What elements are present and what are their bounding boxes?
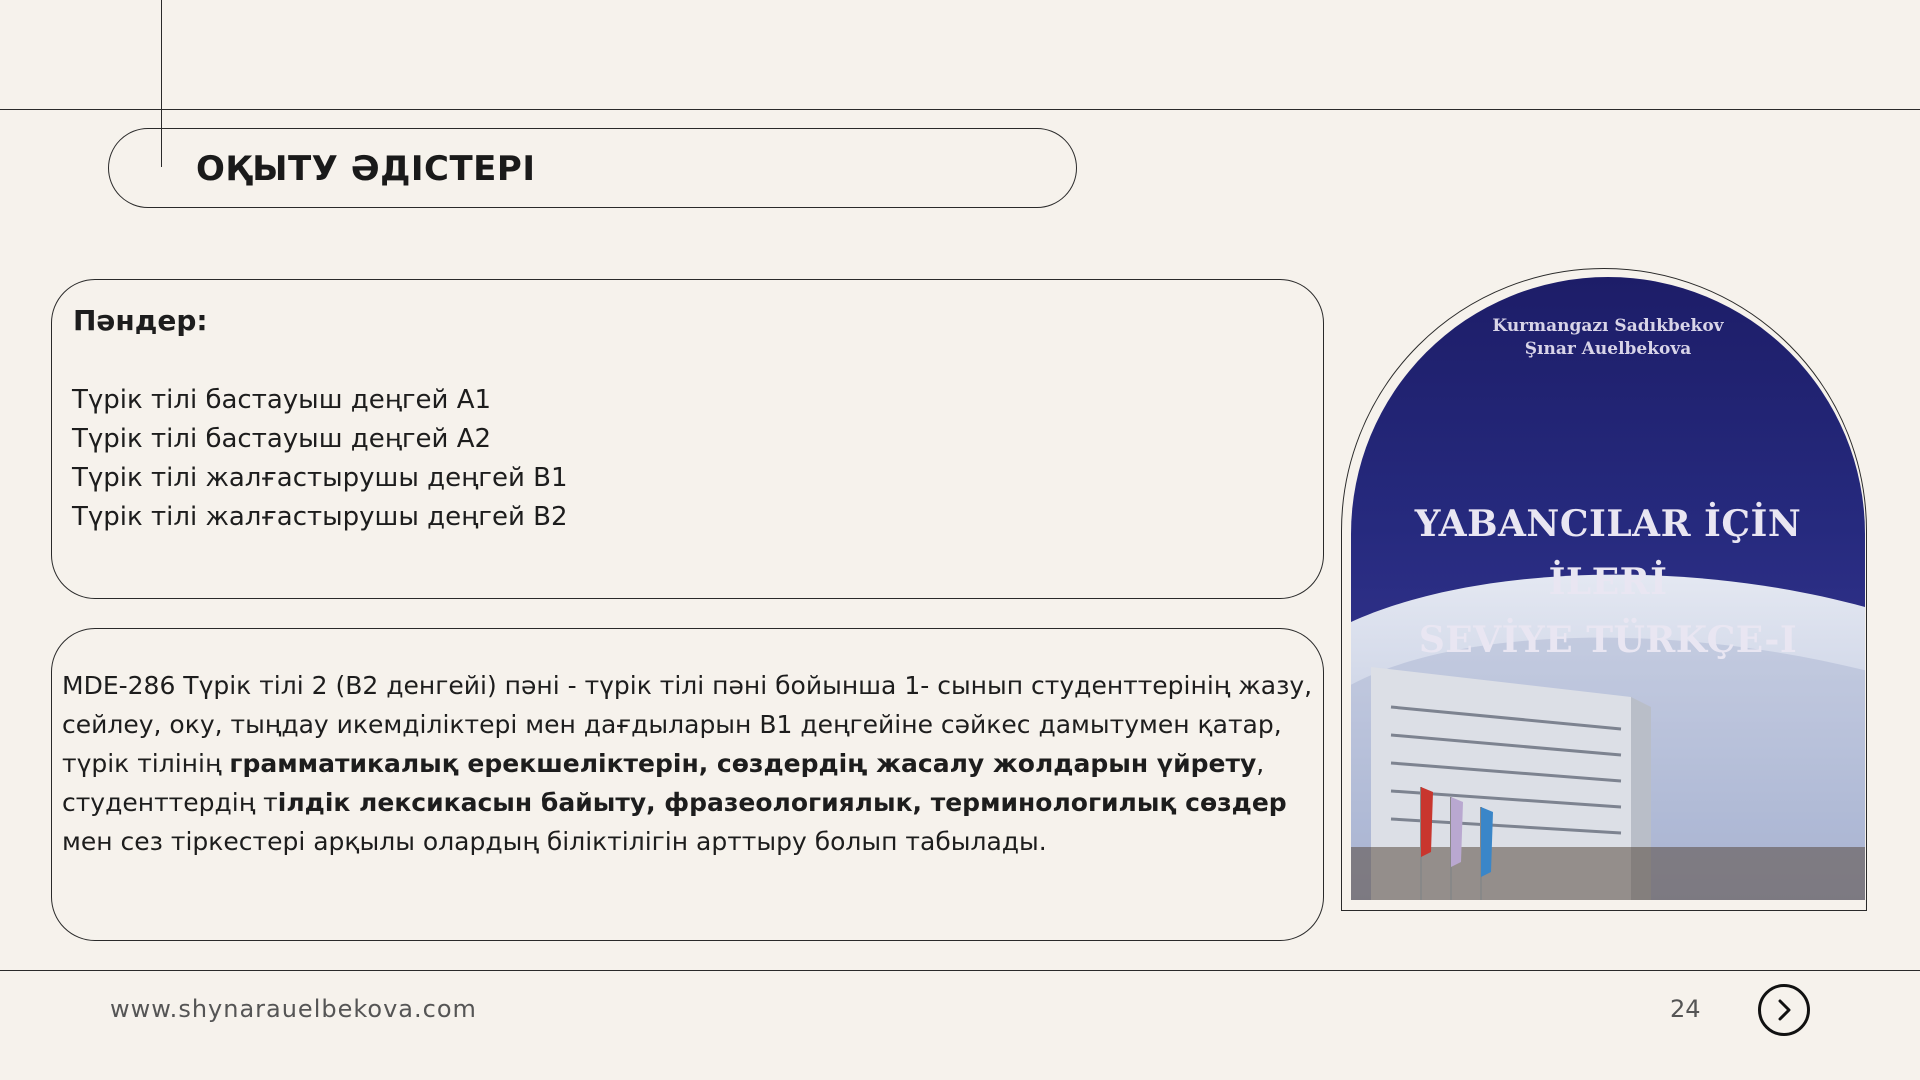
cover-authors — [1351, 315, 1865, 361]
description-bold: ілдік лексикасын байыту, фразеологиялык, терминологилық сөздер — [277, 788, 1287, 817]
cover-author: Kurmangazı Sadıkbekov — [1492, 316, 1724, 336]
description-text: , студенттердің т — [62, 749, 1265, 817]
description-bold: грамматикалық ерекшеліктерін, сөздердің жасалу жолдарын үйрету — [229, 749, 1257, 778]
list-item: Түрік тілі бастауыш деңгей А1 — [72, 385, 492, 415]
list-item: Түрік тілі жалғастырушы деңгей В2 — [72, 502, 568, 532]
cover-title-line: SEVİYE TÜRKÇE-I — [1418, 619, 1798, 661]
book-cover-image — [1351, 277, 1865, 900]
header-divider — [0, 109, 1920, 110]
next-slide-button[interactable] — [1758, 984, 1810, 1036]
page-title: ОҚЫТУ ӘДІСТЕРІ — [196, 149, 536, 189]
cover-author: Şınar Auelbekova — [1524, 339, 1692, 359]
list-item: Түрік тілі бастауыш деңгей А2 — [72, 424, 492, 454]
cover-title — [1351, 495, 1865, 669]
chevron-right-icon — [1772, 998, 1796, 1022]
page-number: 24 — [1670, 995, 1701, 1023]
course-description — [62, 666, 1324, 861]
subjects-heading: Пәндер: — [73, 304, 208, 337]
footer-url[interactable]: www.shynarauelbekova.com — [110, 995, 477, 1023]
subjects-list — [72, 381, 568, 537]
list-item: Түрік тілі жалғастырушы деңгей В1 — [72, 463, 568, 493]
description-text: MDE-286 Түрік тілі 2 (В2 денгейі) пәні - түрік тілі пәні бойынша 1- сынып студенттерінің жазу, сейлеу, оку, тыңдау икемділіктері мен дағдыларын В1 деңгейіне сәйкес дамытумен қатар, түрік тілінің — [62, 671, 1313, 778]
footer-divider — [0, 970, 1920, 971]
description-text: мен сез тіркестері арқылы олардың біліктілігін арттыру болып табылады. — [62, 827, 1047, 856]
cover-title-line: YABANCILAR İÇİN İLERİ — [1414, 503, 1802, 603]
